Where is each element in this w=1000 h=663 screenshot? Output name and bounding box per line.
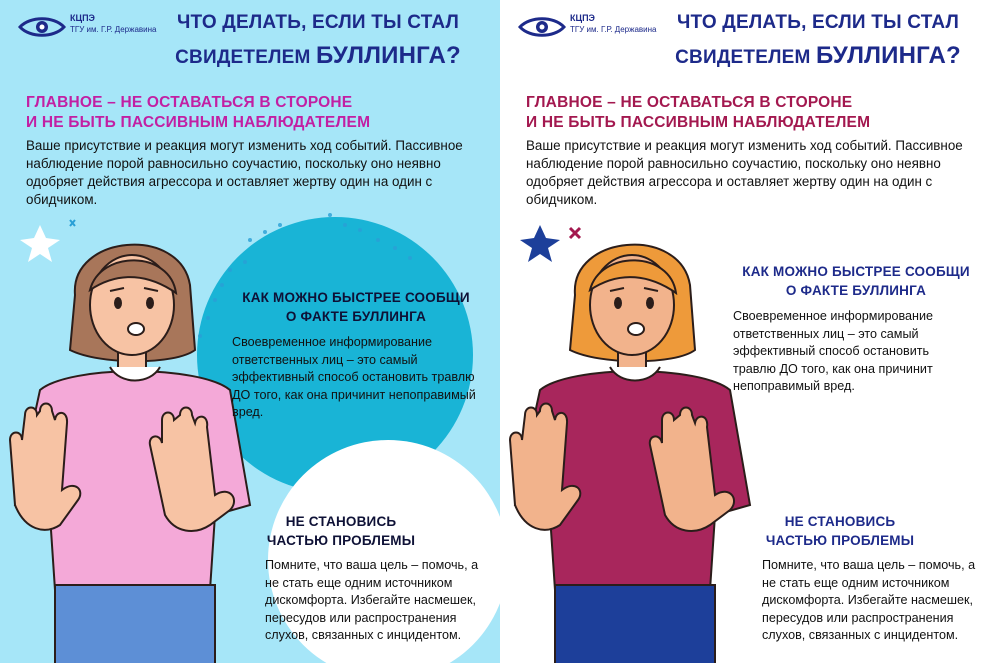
logo-eye-icon-right (518, 14, 566, 40)
section3-body-right: Помните, что ваша цель – помочь, а не стать еще одним источником дискомфорта. Избегайте насмешек, пересудов или распространения слухов, связанных с инцидентом. (762, 558, 976, 642)
section2-body: Своевременное информирование ответственных лиц – это самый эффективный способ остановить травлю ДО того, как она причинит непоправимый вред. (232, 335, 476, 419)
section1-heading-line1: ГЛАВНОЕ – НЕ ОСТАВАТЬСЯ В СТОРОНЕ (26, 94, 353, 111)
logo-eye-icon (18, 14, 66, 40)
section2-body-right: Своевременное информирование ответственных лиц – это самый эффективный способ остановить травлю ДО того, как она причинит непоправимый вред. (733, 309, 934, 393)
section1-body: Ваше присутствие и реакция могут изменить ход событий. Пассивное наблюдение порой равносильно соучастию, поскольку оно неявно одобряет действия агрессора и оставляет жертву один на один с обидчиком. (26, 138, 463, 207)
title-line2-a: СВИДЕТЕЛЕМ (175, 47, 317, 68)
logo-brand-right: КЦПЭ (570, 13, 595, 23)
section3-heading-right (765, 512, 915, 550)
section2-heading-line2: О ФАКТЕ БУЛЛИНГА (285, 309, 427, 324)
section1-heading-line1-right: ГЛАВНОЕ – НЕ ОСТАВАТЬСЯ В СТОРОНЕ (526, 94, 853, 111)
section2-heading-line1-right: КАК МОЖНО БЫСТРЕЕ СООБЩИ (742, 264, 970, 279)
section3-body: Помните, что ваша цель – помочь, а не стать еще одним источником дискомфорта. Избегайте насмешек, пересудов или распространения слухов, связанных с инцидентом. (265, 558, 479, 642)
section3-heading-line1-right: НЕ СТАНОВИСЬ (784, 514, 896, 529)
section1-body-right: Ваше присутствие и реакция могут изменить ход событий. Пассивное наблюдение порой равносильно соучастию, поскольку оно неявно одобряет действия агрессора и оставляет жертву один на один с обидчиком. (526, 138, 963, 207)
logo-text (70, 13, 157, 35)
section1-heading-line2-right: И НЕ БЫТЬ ПАССИВНЫМ НАБЛЮДАТЕЛЕМ (526, 114, 871, 131)
section2-heading-line1: КАК МОЖНО БЫСТРЕЕ СООБЩИ (242, 290, 470, 305)
title-line2-a-right: СВИДЕТЕЛЕМ (675, 47, 817, 68)
section2-heading-line2-right: О ФАКТЕ БУЛЛИНГА (785, 283, 927, 298)
logo-subtitle: ТГУ им. Г.Р. Державина (70, 25, 157, 34)
section1-heading-right (526, 93, 926, 133)
section3-heading (266, 512, 416, 550)
section2-heading (222, 288, 490, 326)
section3-heading-line2: ЧАСТЬЮ ПРОБЛЕМЫ (266, 533, 416, 548)
section3-heading-line2-right: ЧАСТЬЮ ПРОБЛЕМЫ (765, 533, 915, 548)
logo-brand: КЦПЭ (70, 13, 95, 23)
section1-heading (26, 93, 426, 133)
title-line1: ЧТО ДЕЛАТЬ, ЕСЛИ ТЫ СТАЛ (176, 12, 460, 33)
title-line1-right: ЧТО ДЕЛАТЬ, ЕСЛИ ТЫ СТАЛ (676, 12, 960, 33)
section2-heading-right (722, 262, 990, 300)
page-title (148, 6, 488, 74)
section1-heading-line2: И НЕ БЫТЬ ПАССИВНЫМ НАБЛЮДАТЕЛЕМ (26, 114, 371, 131)
section3-heading-line1: НЕ СТАНОВИСЬ (285, 514, 397, 529)
title-line2-b-right: БУЛЛИНГА? (816, 42, 961, 69)
logo-subtitle-right: ТГУ им. Г.Р. Державина (570, 25, 657, 34)
page-title-right (648, 6, 988, 74)
logo-text-right (570, 13, 657, 35)
girl-illustration (0, 215, 300, 663)
poster-right (500, 0, 1000, 663)
title-line2-b: БУЛЛИНГА? (316, 42, 461, 69)
